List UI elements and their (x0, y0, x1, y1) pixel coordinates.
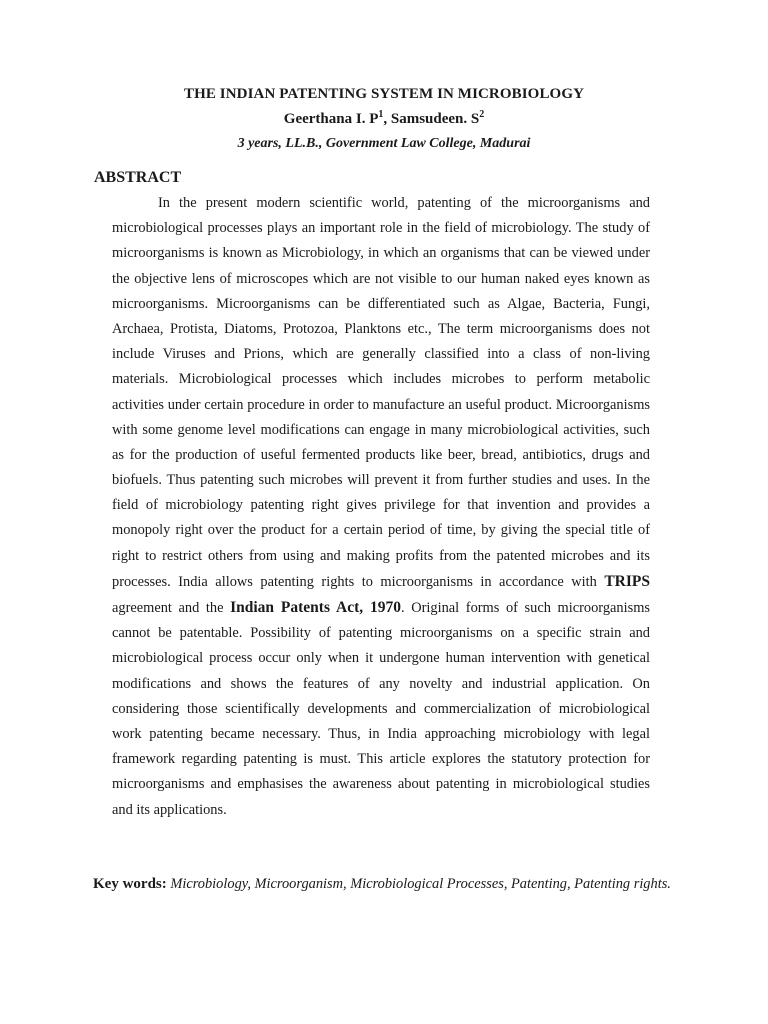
author-separator: , (383, 111, 391, 127)
author-2-name: Samsudeen. S (390, 111, 480, 127)
keywords-section (93, 872, 677, 897)
trips-term: TRIPS (604, 572, 650, 590)
abstract-heading: ABSTRACT (94, 169, 182, 186)
author-affiliation: 3 years, LL.B., Government Law College, Madurai (237, 136, 531, 151)
author-1-name: Geerthana I. P (283, 111, 379, 127)
keywords-text: Microbiology, Microorganism, Microbiological Processes, Patenting, Patenting rights. (166, 876, 671, 892)
keywords-label: Key words: (93, 876, 167, 892)
author-1-affiliation-marker: 1 (378, 109, 384, 120)
indian-patents-act-term: Indian Patents Act, 1970 (230, 599, 402, 616)
abstract-text-part-3: . Original forms of such microorganisms cannot be patentable. Possibility of patenting microorganisms on a specific strain and microbiological process occur only when it undergone human intervention with genetical modifications and shows the features of any novelty and industrial application. On considering those scientifically developments and commercialization of microbiological work patenting became necessary. Thus, in India approaching microbiology with legal framework regarding patenting is must. This article explores the statutory protection for microorganisms and emphasises the awareness about patenting in microbiological studies and its applications. (112, 600, 650, 818)
abstract-text-part-2: agreement and the (112, 600, 231, 616)
author-2-affiliation-marker: 2 (479, 109, 485, 120)
abstract-text-part-1: In the present modern scientific world, patenting of the microorganisms and microbiological processes plays an important role in the field of microbiology. The study of microorganisms is known as Microbiology, in which an organisms that can be viewed under the objective lens of microscopes which are not visible to our human naked eyes known as microorganisms. Microorganisms can be differentiated such as Algae, Bacteria, Fungi, Archaea, Protista, Diatoms, Protozoa, Planktons etc., The term microorganisms does not include Viruses and Prions, which are generally classified into a class of non-living materials. Microbiological processes which includes microbes to perform metabolic activities under certain procedure in order to manufacture an useful product. Microorganisms with some genome level modifications can engage in many microbiological activities, such as for the production of useful fermented products like beer, bread, antibiotics, drugs and biofuels. Thus patenting such microbes will prevent it from further studies and uses. In the field of microbiology patenting right gives privilege for that invention and provides a monopoly right over the product for a certain period of time, by giving the special title of right to restrict others from using and making profits from the patented microbes and its processes. India allows patenting rights to microorganisms in accordance with (112, 195, 650, 590)
abstract-body (112, 191, 650, 823)
author-line (0, 111, 768, 128)
paper-title: THE INDIAN PATENTING SYSTEM IN MICROBIOLOGY (183, 86, 585, 102)
